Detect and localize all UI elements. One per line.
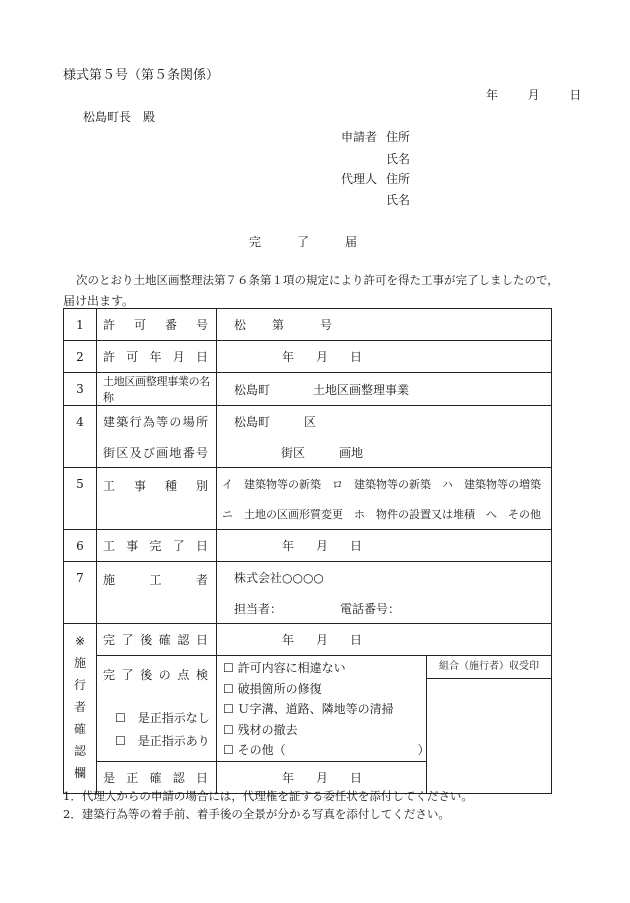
- label-char: 及: [129, 445, 142, 460]
- correction-checkbox[interactable]: ☐ 是正指示あり: [115, 734, 210, 748]
- label-char: 地: [169, 445, 182, 460]
- row-completion-date: [64, 530, 552, 562]
- label-char: 日: [195, 539, 208, 553]
- agent-name-label: 氏名: [386, 193, 411, 207]
- row-inspection: [64, 656, 552, 762]
- row-label: [97, 406, 217, 468]
- label-char: 番: [164, 318, 177, 332]
- town-name: 松島町: [234, 414, 271, 429]
- contractor-field[interactable]: [217, 562, 552, 624]
- row-label: [97, 624, 217, 656]
- person-label: 担当者：: [234, 601, 283, 616]
- row-location: [64, 406, 552, 468]
- checklist-item-other[interactable]: ☐ その他（ ）: [223, 743, 430, 757]
- row-permit-date: [64, 341, 552, 373]
- label-char: 工: [103, 479, 116, 493]
- label-char: 完: [149, 539, 162, 553]
- value-prefix: 松: [234, 318, 247, 332]
- label-char: 日: [195, 633, 208, 647]
- addressee: 松島町長 殿: [83, 110, 156, 124]
- label-char: 者: [73, 700, 86, 714]
- label-char: 施: [73, 656, 86, 670]
- note-2: 2．建築行為等の着手前、着手後の全景が分かる写真を添付してください。: [63, 807, 450, 821]
- label-char: 等: [156, 414, 169, 429]
- label-char: 後: [140, 633, 153, 647]
- work-type-line-1: イ 建築物等の新築 ロ 建築物等の新築 ハ 建築物等の増築: [222, 477, 541, 491]
- label-char: の: [158, 668, 171, 682]
- after-check-date-field[interactable]: [217, 624, 552, 656]
- label-char: 確: [158, 633, 171, 647]
- permit-date-field[interactable]: [217, 341, 552, 373]
- row-number: 1: [64, 309, 97, 341]
- label-char: 街: [103, 445, 116, 460]
- label-char: 了: [121, 668, 134, 682]
- date-month: 月: [316, 770, 329, 785]
- checklist-item-repair[interactable]: ☐ 破損箇所の修復: [223, 681, 322, 696]
- row-permit-number: [64, 309, 552, 341]
- lot-suffix: 画地: [339, 445, 364, 460]
- date-month: 月: [527, 88, 540, 102]
- label-char: 確: [73, 722, 86, 736]
- ward-suffix: 区: [304, 414, 317, 429]
- row-label: 土地区画整理事業の名称: [97, 373, 217, 406]
- company-name: 株式会社○○○○: [234, 570, 324, 585]
- note-mark: ※: [74, 634, 86, 648]
- stamp-area[interactable]: [427, 679, 551, 789]
- date-day: 日: [350, 633, 363, 647]
- row-number: 6: [64, 530, 97, 562]
- label-char: 日: [195, 350, 208, 364]
- row-number: 4: [64, 406, 97, 468]
- label-char: 所: [195, 414, 208, 429]
- label-char: 完: [103, 668, 116, 682]
- label-char: 可: [133, 318, 146, 332]
- label-char: 号: [195, 445, 208, 460]
- label-char: 番: [182, 445, 195, 460]
- label-char: 点: [177, 668, 190, 682]
- checklist-item-no-discrepancy[interactable]: ☐ 許可内容に相違ない: [223, 661, 346, 675]
- value-go: 号: [320, 318, 333, 332]
- applicant-label: 申請者: [341, 130, 378, 144]
- label-char: 区: [116, 445, 129, 460]
- date-month: 月: [316, 633, 329, 647]
- work-type-line-2: ニ 土地の区画形質変更 ホ 物件の設置又は堆積 へ その他: [222, 507, 541, 521]
- inspection-label-cell: [97, 656, 217, 762]
- date-year: 年: [282, 770, 295, 785]
- date-day: 日: [569, 88, 582, 102]
- label-char: 許: [103, 318, 116, 332]
- project-name-field[interactable]: [217, 373, 552, 406]
- receipt-stamp-cell: [427, 656, 552, 794]
- label-char: 者: [195, 573, 208, 587]
- label-char: 種: [164, 479, 177, 493]
- label-char: 了: [172, 539, 185, 553]
- row-label: [97, 341, 217, 373]
- label-char: 工: [149, 573, 162, 587]
- row-contractor: [64, 562, 552, 624]
- header-date: [486, 86, 581, 103]
- date-month: 月: [316, 350, 329, 364]
- work-type-options[interactable]: [217, 468, 552, 530]
- block-suffix: 街区: [281, 445, 306, 460]
- label-char: 正: [126, 770, 139, 785]
- row-project-name: [64, 373, 552, 406]
- row-label: [97, 309, 217, 341]
- intro-line-2: 届け出ます。: [63, 294, 135, 308]
- agent-label: 代理人: [341, 172, 378, 186]
- document-title: 完 了 届: [249, 235, 358, 249]
- checklist-item-cleaning[interactable]: ☐ Ｕ字溝、道路、隣地等の清掃: [223, 702, 394, 716]
- row-number: 3: [64, 373, 97, 406]
- form-id: 様式第５号（第５条関係）: [63, 68, 220, 83]
- label-char: 工: [103, 539, 116, 553]
- date-day: 日: [350, 539, 363, 553]
- applicant-address-label: 住所: [386, 130, 411, 144]
- note-1: 1．代理人からの申請の場合には，代理権を証する委任状を添付してください。: [63, 789, 473, 803]
- row-number: 7: [64, 562, 97, 624]
- date-year: 年: [282, 633, 295, 647]
- date-day: 日: [350, 770, 363, 785]
- label-char: 施: [103, 573, 116, 587]
- label-char: 後: [140, 668, 153, 682]
- no-correction-checkbox[interactable]: ☐ 是正指示なし: [115, 711, 210, 725]
- label-char: 認: [177, 633, 190, 647]
- stamp-label: 組合（施行者）収受印: [427, 656, 551, 679]
- label-char: 行: [129, 414, 142, 429]
- permit-number-field[interactable]: [217, 309, 552, 341]
- label-char: び: [142, 445, 155, 460]
- intro-line-1: 次のとおり土地区画整理法第７６条第１項の規定により許可を得た工事が完了しましたので，: [76, 273, 559, 287]
- town-name: 松島町: [234, 382, 271, 397]
- completion-date-field[interactable]: [217, 530, 552, 562]
- row-number: 2: [64, 341, 97, 373]
- label-char: 是: [103, 770, 116, 785]
- checklist-cell: [217, 656, 430, 762]
- row-number: 5: [64, 468, 97, 530]
- label-char: 事: [126, 539, 139, 553]
- label-char: 為: [142, 414, 155, 429]
- agent-address-label: 住所: [386, 172, 411, 186]
- location-field[interactable]: [217, 406, 552, 468]
- label-char: 号: [195, 318, 208, 332]
- label-char: 築: [116, 414, 129, 429]
- completion-form-table: [63, 308, 552, 794]
- label-char: 年: [149, 350, 162, 364]
- label-char: 許: [103, 350, 116, 364]
- project-suffix: 土地区画整理事業: [313, 382, 410, 397]
- row-after-check-date: [64, 624, 552, 656]
- label-char: 別: [195, 479, 208, 493]
- date-year: 年: [282, 350, 295, 364]
- label-char: 確: [149, 770, 162, 785]
- date-year: 年: [282, 539, 295, 553]
- label-char: 認: [172, 770, 185, 785]
- confirmation-side-label: [64, 624, 97, 794]
- label-char: 欄: [73, 766, 86, 780]
- date-month: 月: [316, 539, 329, 553]
- label-char: の: [169, 414, 182, 429]
- label-char: 事: [133, 479, 146, 493]
- label-char: 行: [73, 678, 86, 692]
- label-char: 検: [195, 668, 208, 682]
- label-char: 場: [182, 414, 195, 429]
- label-char: 月: [172, 350, 185, 364]
- row-label: [97, 530, 217, 562]
- label-char: 画: [156, 445, 169, 460]
- label-char: 建: [103, 414, 116, 429]
- label-char: 認: [73, 744, 86, 758]
- label-char: 可: [126, 350, 139, 364]
- phone-label: 電話番号：: [340, 601, 401, 616]
- date-year: 年: [486, 88, 499, 102]
- label-char: 完: [103, 633, 116, 647]
- row-label: [97, 562, 217, 624]
- label-char: 了: [121, 633, 134, 647]
- applicant-name-label: 氏名: [386, 152, 411, 166]
- row-label: [97, 468, 217, 530]
- checklist-item-debris[interactable]: ☐ 残材の撤去: [223, 722, 298, 737]
- label-char: 日: [195, 770, 208, 785]
- row-work-type: [64, 468, 552, 530]
- date-day: 日: [350, 350, 363, 364]
- value-dai: 第: [272, 318, 285, 332]
